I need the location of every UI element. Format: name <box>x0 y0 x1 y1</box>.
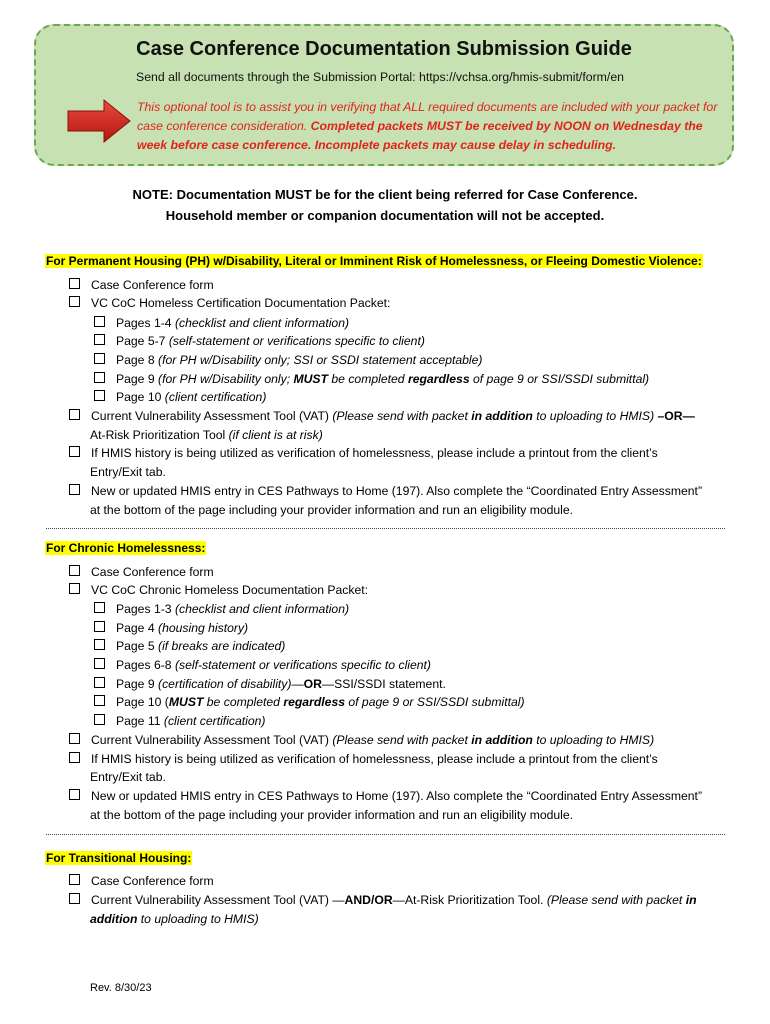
checklist-subitem[interactable] <box>94 314 349 332</box>
section-heading-permanent-housing: For Permanent Housing (PH) w/Disability, Literal or Imminent Risk of Homelessness, or Fleeing Domestic Violence: <box>46 254 702 268</box>
item-label: Pages 1-4 <box>116 316 175 330</box>
item-label: VC CoC Homeless Certification Documentation Packet: <box>91 296 391 310</box>
item-emphasis: regardless <box>407 372 470 386</box>
item-continuation: Entry/Exit tab. <box>90 465 166 479</box>
item-detail: to uploading to HMIS) <box>532 409 658 423</box>
item-label: If HMIS history is being utilized as verification of homelessness, please include a printout from the client’s <box>91 446 658 460</box>
checklist-item[interactable] <box>69 563 214 581</box>
tool-note-text: This optional tool is to assist you in verifying that ALL required documents are included with your packet for case conference consideration. <box>137 100 718 133</box>
item-label: Page 10 <box>116 390 165 404</box>
item-detail: (for PH w/Disability only; SSI or SSDI statement acceptable) <box>158 353 483 367</box>
item-label: Page 10 ( <box>116 695 169 709</box>
checklist-item[interactable] <box>69 787 702 805</box>
checklist-subitem[interactable] <box>94 332 425 350</box>
checklist-item[interactable] <box>69 482 702 500</box>
checklist-subitem[interactable] <box>94 656 431 674</box>
checkbox[interactable] <box>69 789 80 800</box>
item-label: At-Risk Prioritization Tool <box>90 428 229 442</box>
item-continuation: Entry/Exit tab. <box>90 770 166 784</box>
checkbox[interactable] <box>94 658 105 669</box>
checkbox[interactable] <box>94 602 105 613</box>
item-continuation <box>90 910 259 928</box>
item-detail: to uploading to HMIS) <box>137 912 259 926</box>
checkbox[interactable] <box>94 621 105 632</box>
item-label: VC CoC Chronic Homeless Documentation Packet: <box>91 583 369 597</box>
item-emphasis: MUST <box>293 372 328 386</box>
note-line-2: Household member or companion documentation will not be accepted. <box>165 208 605 223</box>
item-detail: (if client is at risk) <box>228 428 323 442</box>
checkbox[interactable] <box>94 316 105 327</box>
item-label: Page 8 <box>116 353 159 367</box>
item-detail: be completed <box>203 695 284 709</box>
item-detail: (client certification) <box>163 714 266 728</box>
checklist-item[interactable] <box>69 444 658 462</box>
checkbox[interactable] <box>94 334 105 345</box>
checkbox[interactable] <box>69 296 80 307</box>
checkbox[interactable] <box>69 733 80 744</box>
checklist-subitem[interactable] <box>94 712 266 730</box>
item-detail: (if breaks are indicated) <box>158 639 286 653</box>
item-emphasis: in addition <box>471 733 533 747</box>
item-detail: to uploading to HMIS) <box>532 733 655 747</box>
checkbox[interactable] <box>69 565 80 576</box>
portal-instruction: Send all documents through the Submission Portal: https://vchsa.org/hmis-submit/form/en <box>136 70 625 84</box>
item-detail: of page 9 or SSI/SSDI submittal) <box>345 695 525 709</box>
checkbox[interactable] <box>94 677 105 688</box>
checklist-subitem[interactable] <box>94 351 482 369</box>
item-detail: (for PH w/Disability only; <box>158 372 294 386</box>
note-line-1: NOTE: Documentation MUST be for the client being referred for Case Conference. <box>132 187 638 202</box>
checklist-subitem[interactable] <box>94 675 446 693</box>
item-label: Current Vulnerability Assessment Tool (VAT) <box>91 409 333 423</box>
item-label: New or updated HMIS entry in CES Pathways to Home (197). Also complete the “Coordinated Entry Assessment” <box>91 484 703 498</box>
client-note <box>0 184 770 226</box>
item-detail: (checklist and client information) <box>174 316 350 330</box>
optional-tool-note <box>137 98 729 155</box>
checklist-subitem[interactable] <box>94 619 248 637</box>
section-divider <box>46 834 725 835</box>
checkbox[interactable] <box>69 409 80 420</box>
checkbox[interactable] <box>69 484 80 495</box>
item-detail: (housing history) <box>158 621 249 635</box>
item-emphasis: addition <box>90 912 138 926</box>
checklist-subitem[interactable] <box>94 600 349 618</box>
checklist-item[interactable] <box>69 731 654 749</box>
item-label: Current Vulnerability Assessment Tool (VAT) — <box>91 893 345 907</box>
item-emphasis: in <box>685 893 697 907</box>
item-emphasis: OR <box>303 677 322 691</box>
item-emphasis: –OR— <box>657 409 695 423</box>
item-label: Current Vulnerability Assessment Tool (VAT) <box>91 733 333 747</box>
item-label: Page 9 <box>116 677 159 691</box>
item-emphasis: AND/OR <box>344 893 393 907</box>
checkbox[interactable] <box>69 278 80 289</box>
item-label: Page 11 <box>116 714 164 728</box>
checklist-item[interactable] <box>69 581 368 599</box>
checkbox[interactable] <box>69 583 80 594</box>
checklist-item[interactable] <box>69 276 214 294</box>
checklist-subitem[interactable] <box>94 693 525 711</box>
item-continuation: at the bottom of the page including your provider information and run an eligibility module. <box>90 503 574 517</box>
section-divider <box>46 528 725 529</box>
item-detail: — <box>291 677 304 691</box>
checkbox[interactable] <box>94 639 105 650</box>
checklist-item[interactable] <box>69 294 390 312</box>
item-label: If HMIS history is being utilized as verification of homelessness, please include a printout from the client’s <box>91 752 658 766</box>
checklist-item[interactable] <box>69 407 695 425</box>
item-label: Pages 1-3 <box>116 602 175 616</box>
header-callout <box>34 24 734 166</box>
deadline-warning: Completed packets MUST be received by NOON on Wednesday the week before case conference. Incomplete packets may cause delay in scheduling. <box>137 119 703 152</box>
item-emphasis: in addition <box>471 409 533 423</box>
section-heading-chronic-homelessness: For Chronic Homelessness: <box>46 541 206 555</box>
item-label: Page 5 <box>116 639 159 653</box>
item-detail: be completed <box>328 372 408 386</box>
item-detail: (Please send with packet <box>332 733 472 747</box>
checklist-subitem[interactable] <box>94 637 285 655</box>
checkbox[interactable] <box>94 372 105 383</box>
item-label: Page 9 <box>116 372 159 386</box>
checkbox[interactable] <box>94 714 105 725</box>
checkbox[interactable] <box>69 752 80 763</box>
page-title: Case Conference Documentation Submission Guide <box>136 38 632 60</box>
item-label: Case Conference form <box>91 874 214 888</box>
item-detail: (client certification) <box>164 390 267 404</box>
item-continuation: at the bottom of the page including your provider information and run an eligibility module. <box>90 808 574 822</box>
checklist-item[interactable] <box>69 891 697 909</box>
checkbox[interactable] <box>69 893 80 904</box>
checklist-subitem[interactable] <box>94 370 649 388</box>
item-label: New or updated HMIS entry in CES Pathways to Home (197). Also complete the “Coordinated Entry Assessment” <box>91 789 703 803</box>
item-label: Case Conference form <box>91 278 214 292</box>
item-label: Page 4 <box>116 621 159 635</box>
checkbox[interactable] <box>69 874 80 885</box>
item-emphasis: regardless <box>283 695 345 709</box>
red-arrow-right-icon <box>66 98 132 144</box>
item-detail: (Please send with packet <box>332 409 472 423</box>
checklist-item[interactable] <box>69 872 214 890</box>
item-label: —At-Risk Prioritization Tool. <box>392 893 547 907</box>
checklist-subitem[interactable] <box>94 388 266 406</box>
checkbox[interactable] <box>69 446 80 457</box>
checkbox[interactable] <box>94 390 105 401</box>
item-label: Pages 6-8 <box>116 658 175 672</box>
section-heading-transitional-housing: For Transitional Housing: <box>46 851 192 865</box>
item-detail: —SSI/SSDI statement. <box>321 677 446 691</box>
item-detail: (certification of disability) <box>158 677 292 691</box>
item-detail: (self-statement or verifications specific to client) <box>174 658 431 672</box>
item-label: Page 5-7 <box>116 334 169 348</box>
revision-date: Rev. 8/30/23 <box>90 982 152 994</box>
item-detail: (checklist and client information) <box>174 602 350 616</box>
item-detail: (self-statement or verifications specific to client) <box>168 334 425 348</box>
item-detail: (Please send with packet <box>546 893 686 907</box>
checkbox[interactable] <box>94 353 105 364</box>
checklist-item[interactable] <box>69 750 658 768</box>
checkbox[interactable] <box>94 695 105 706</box>
item-label: Case Conference form <box>91 565 214 579</box>
item-detail: of page 9 or SSI/SSDI submittal) <box>469 372 650 386</box>
item-emphasis: MUST <box>168 695 204 709</box>
item-continuation <box>90 426 323 444</box>
